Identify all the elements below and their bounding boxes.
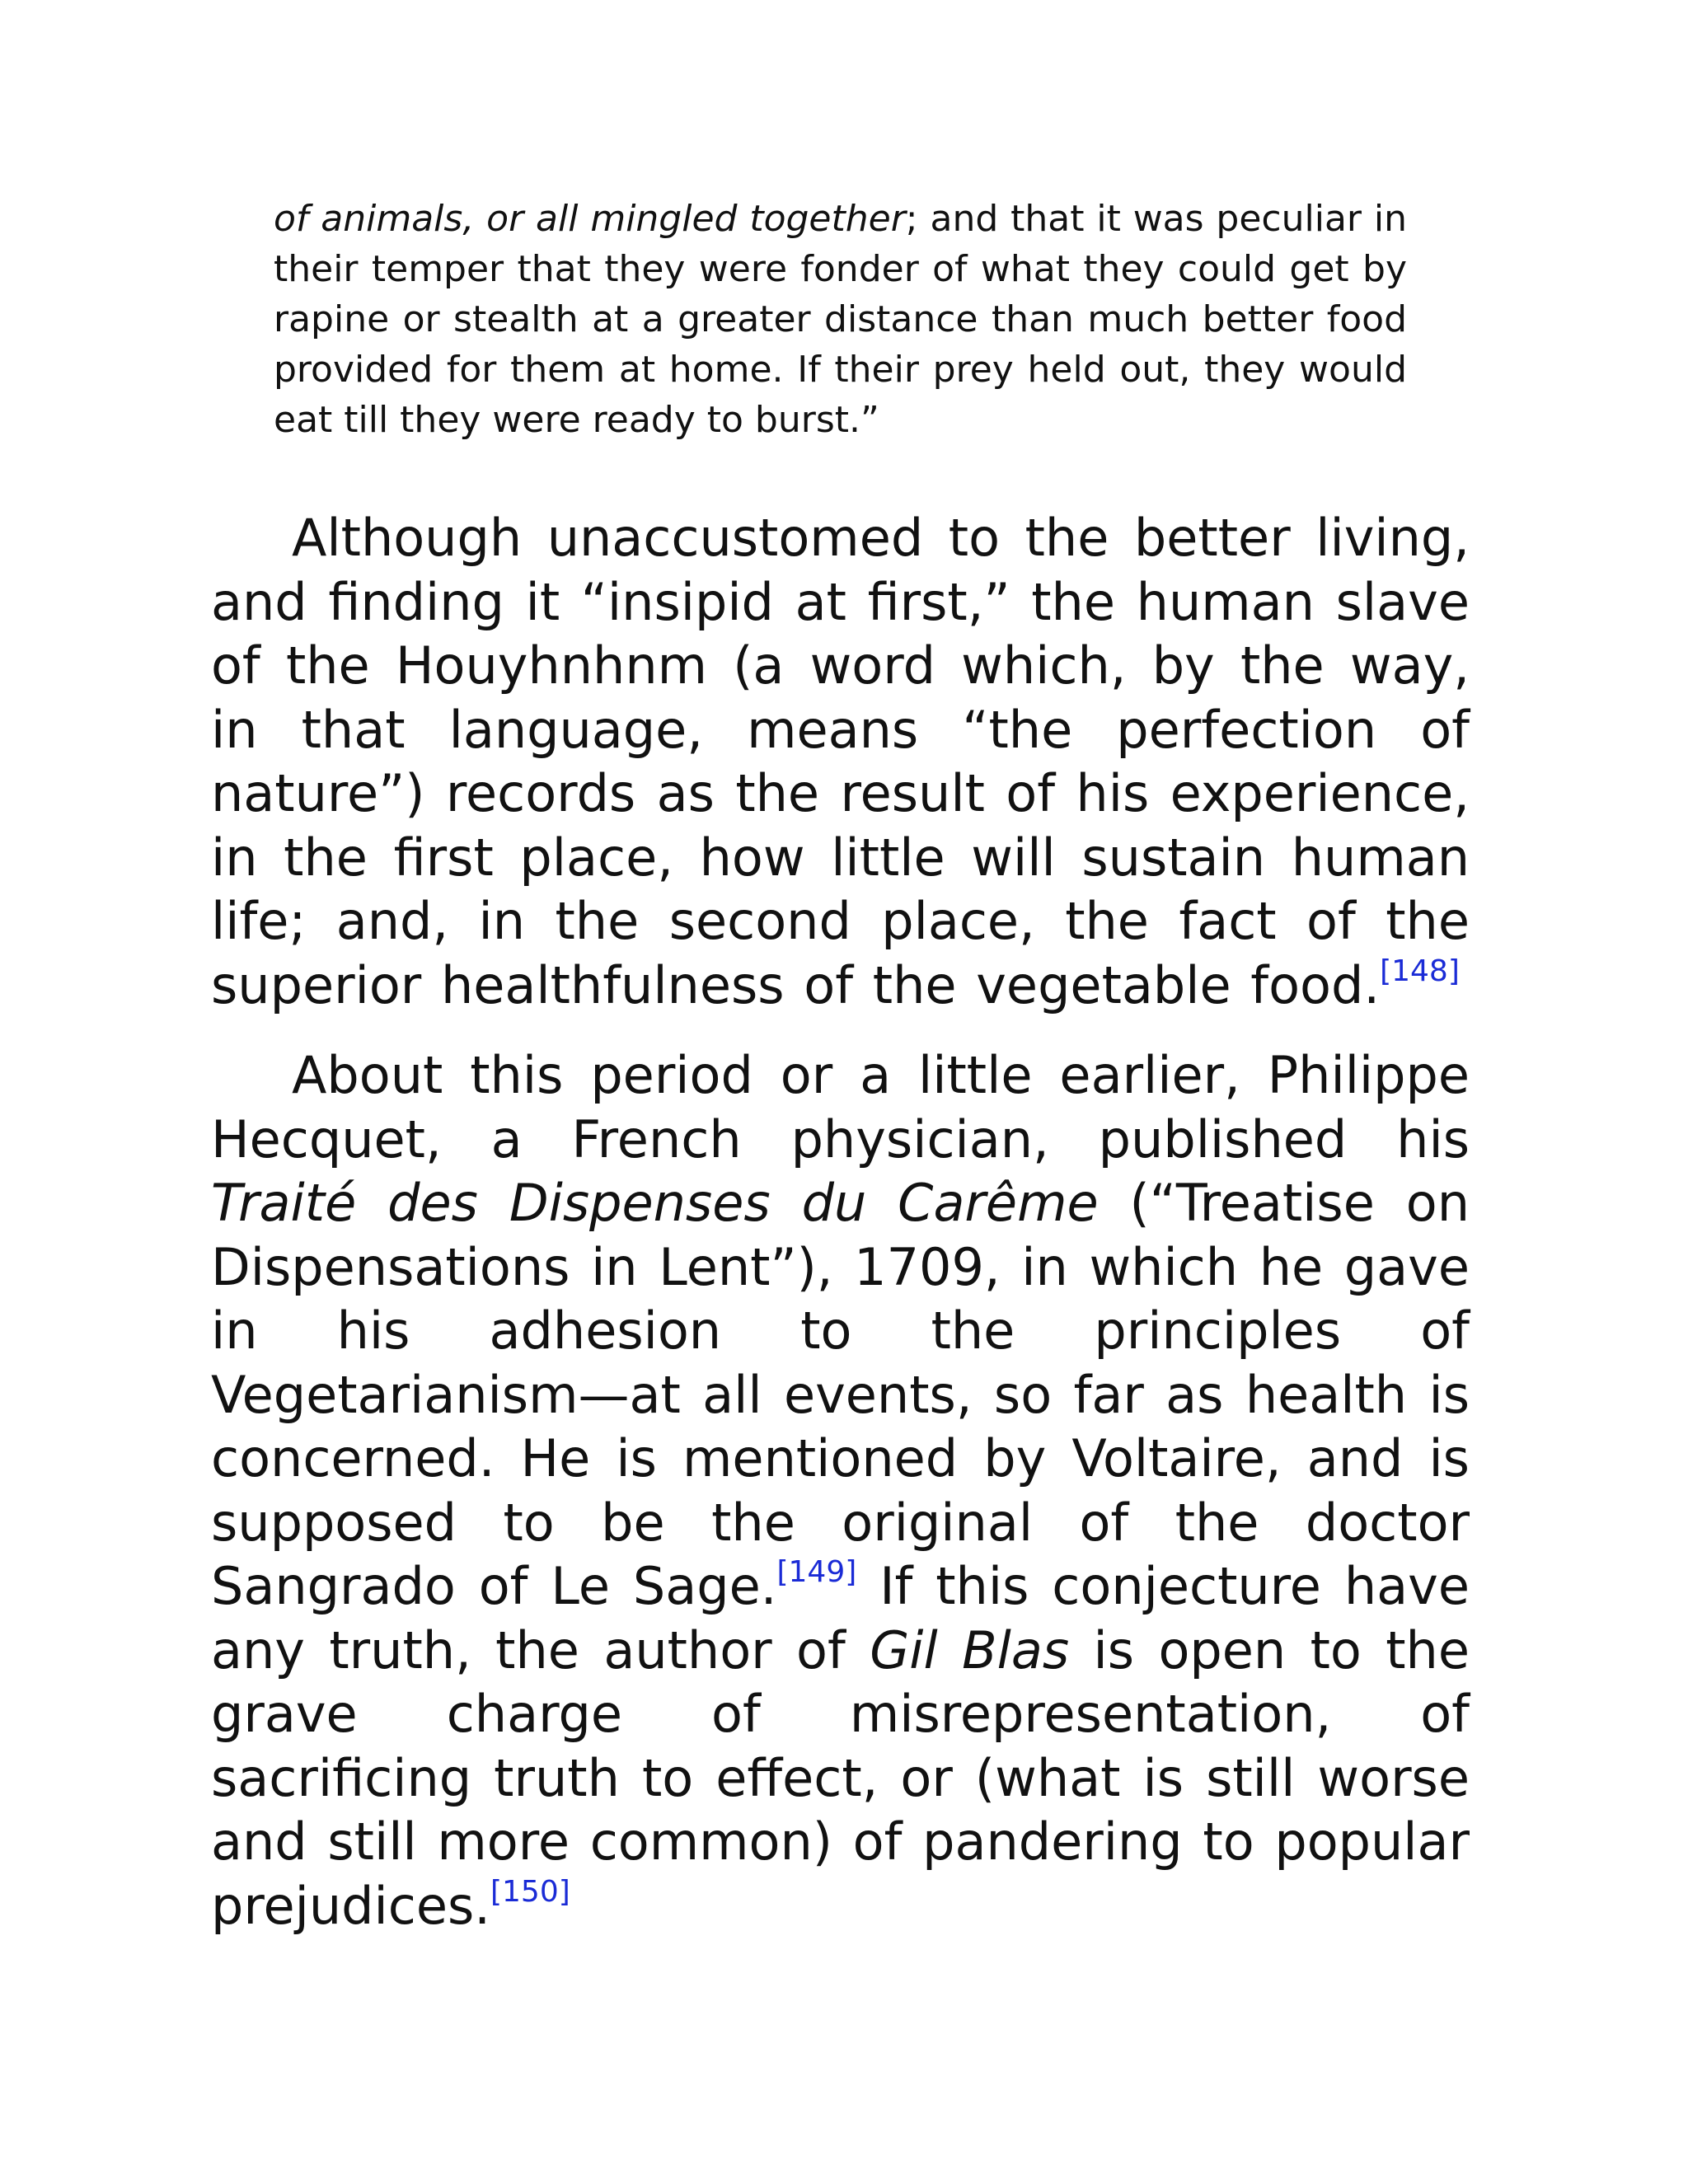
paragraph-text: is open to the grave charge of misrepresentation, of sacrificing truth to effect, or (what is still worse and still more common) of pandering to popular prejudices. <box>211 1619 1470 1936</box>
paragraph-text: About this period or a little earlier, Philippe Hecquet, a French physician, published his <box>211 1045 1470 1169</box>
footnote-link-149[interactable]: [149] <box>776 1555 857 1589</box>
book-title-gil-blas: Gil Blas <box>870 1619 1070 1680</box>
paragraph-text: If this conjecture have any truth, the author of <box>211 1556 1470 1680</box>
paragraph-houyhnhnm <box>211 506 1470 1017</box>
footnote-link-150[interactable]: [150] <box>490 1874 570 1909</box>
paragraph-text: Although unaccustomed to the better living, and finding it “insipid at first,” the human slave of the Houyhnhnm (a word which, by the way, in that language, means “the perfection of nature”) records as the result of his experience, in the first place, how little will sustain human life; and, in the second place, the fact of the superior healthfulness of the vegetable food. <box>211 508 1470 1015</box>
footnote-link-148[interactable]: [148] <box>1380 954 1460 988</box>
quote-text: ; and that it was peculiar in their temper that they were fonder of what they could get by rapine or stealth at a greater distance than much better food provided for them at home. If their prey held out, they would eat till they were ready to burst.” <box>274 198 1407 441</box>
quote-italic-lead: of animals, or all mingled together <box>274 198 906 240</box>
paragraph-hecquet <box>211 1043 1470 1938</box>
book-title-traite: Traité des Dispenses du Carême <box>211 1173 1099 1233</box>
paragraph-text: (“Treatise on Dispensations in Lent”), 1709, in which he gave in his adhesion to the principles of Vegetarianism—at all events, so far as health is concerned. He is mentioned by Voltaire, and is supposed to be the original of the doctor Sangrado of Le Sage. <box>211 1173 1470 1616</box>
block-quote <box>274 194 1407 445</box>
